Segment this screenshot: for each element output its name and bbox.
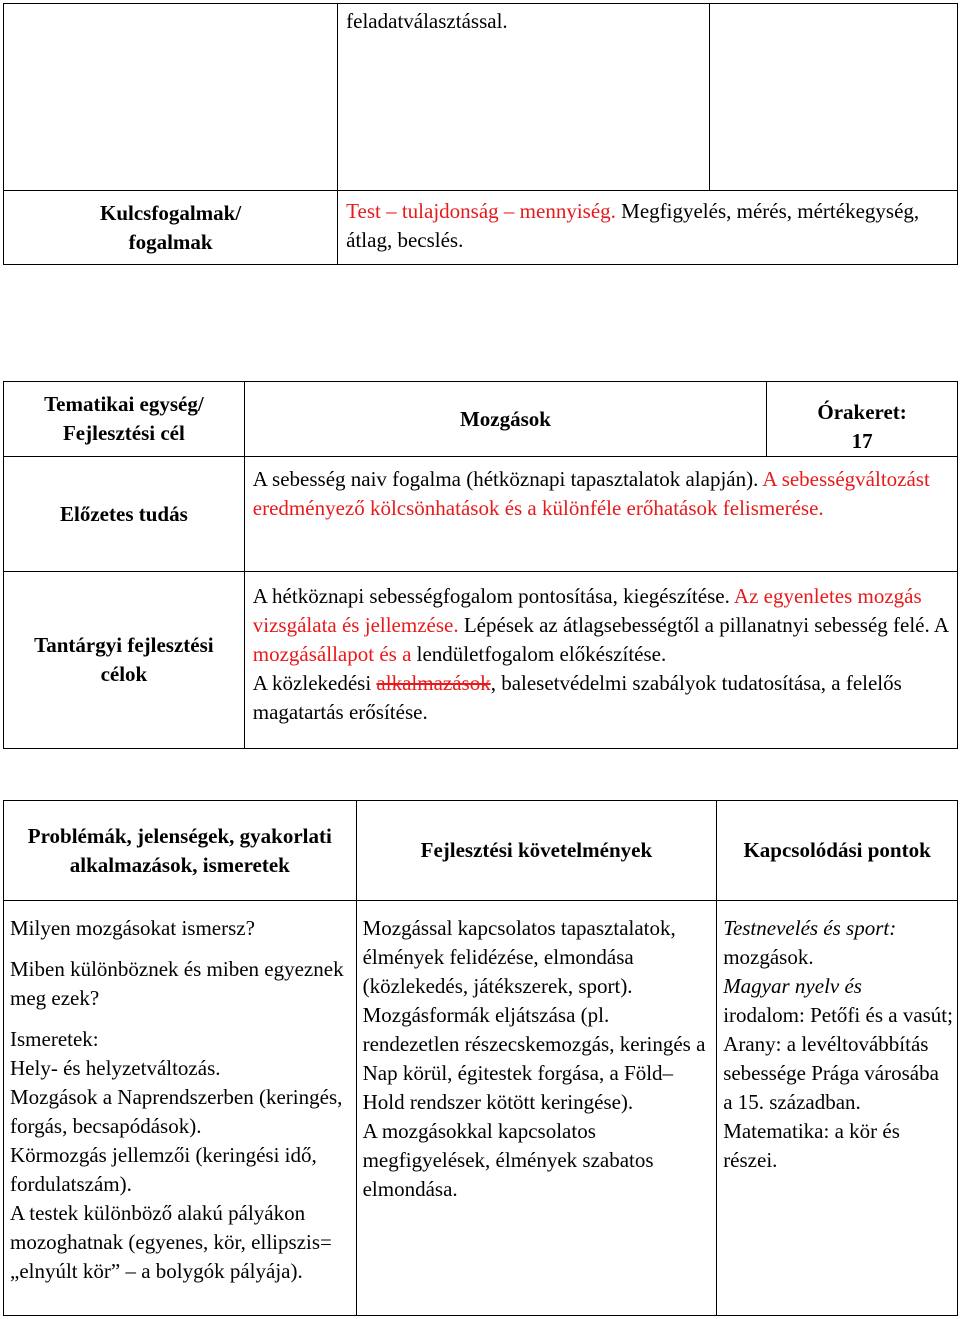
prior-knowledge-label: Előzetes tudás [4, 457, 245, 572]
problems-cell: Milyen mozgásokat ismersz? Miben különböznek és miben egyeznek meg ezek? Ismeretek: Hely- és helyzetváltozás. Mozgások a Naprendszerben (keringés, forgás, becsapódások). Körmozgás jellemzői (keringési idő, fordulatszám). A testek különböző alakú pályákon mozoghatnak (egyenes, kör, ellipszis= „elnyúlt kör” – a bolygók pályája). [4, 901, 357, 1316]
task-cell [338, 4, 710, 191]
unit-title: Mozgások [244, 382, 766, 457]
requirements-cell: Mozgással kapcsolatos tapasztalatok, élmények felidézése, elmondása (közlekedés, játékszerek, sport). Mozgásformák eljátszása (pl. rendezetlen részecskemozgás, keringés a Nap körül, égitestek forgása, a Föld–Hold rendszer kötött keringése). A mozgásokkal kapcsolatos megfigyelések, élmények szabatos elmondása. [356, 901, 717, 1316]
hours-value: 17 [851, 429, 873, 453]
unit-table [3, 381, 958, 749]
key-concepts-value [338, 191, 958, 265]
prior-knowledge-value: A sebesség naiv fogalma (hétköznapi tapasztalatok alapján). A sebességváltozást eredményező kölcsönhatások és a különféle erőhatások felismerése. [244, 457, 957, 572]
key-concepts-black: Megfigyelés, mérés, mértékegység, átlag, becslés. [346, 199, 920, 252]
hours-label: Órakeret: [817, 400, 907, 424]
empty-cell [4, 4, 338, 191]
subject-goals-value: A hétköznapi sebességfogalom pontosítása, kiegészítése. Az egyenletes mozgás vizsgálata és jellemzése. Lépések az átlagsebességtől a pillanatnyi sebesség felé. A mozgásállapot és a lendületfogalom előkészítése. A közlekedési alkalmazások, balesetvédelmi szabályok tudatosítása, a felelős magatartás erősítése. [244, 572, 957, 749]
hours-cell [767, 382, 958, 457]
col1-header: Problémák, jelenségek, gyakorlati alkalmazások, ismeretek [4, 801, 357, 901]
connections-cell: Testnevelés és sport: mozgások. Magyar nyelv és irodalom: Petőfi és a vasút; Arany: a levéltovábbítás sebessége Prága városába a 15. században. Matematika: a kör és részei. [717, 901, 958, 1316]
question-1: Milyen mozgásokat ismersz? [10, 916, 255, 940]
subject-goals-label: Tantárgyi fejlesztési célok [4, 572, 245, 749]
key-concepts-red: Test – tulajdonság – mennyiség. [346, 199, 616, 223]
key-concepts-table [3, 3, 958, 265]
key-concepts-label: Kulcsfogalmak/ fogalmak [4, 191, 338, 265]
empty-cell [710, 4, 958, 191]
col3-header: Kapcsolódási pontok [717, 801, 958, 901]
question-2: Miben különböznek és miben egyeznek meg ezek? [10, 957, 344, 1010]
content-table [3, 800, 958, 1316]
col2-header: Fejlesztési követelmények [356, 801, 717, 901]
top-row-text: feladatválasztással. [346, 9, 508, 33]
unit-label: Tematikai egység/ Fejlesztési cél [4, 382, 245, 457]
